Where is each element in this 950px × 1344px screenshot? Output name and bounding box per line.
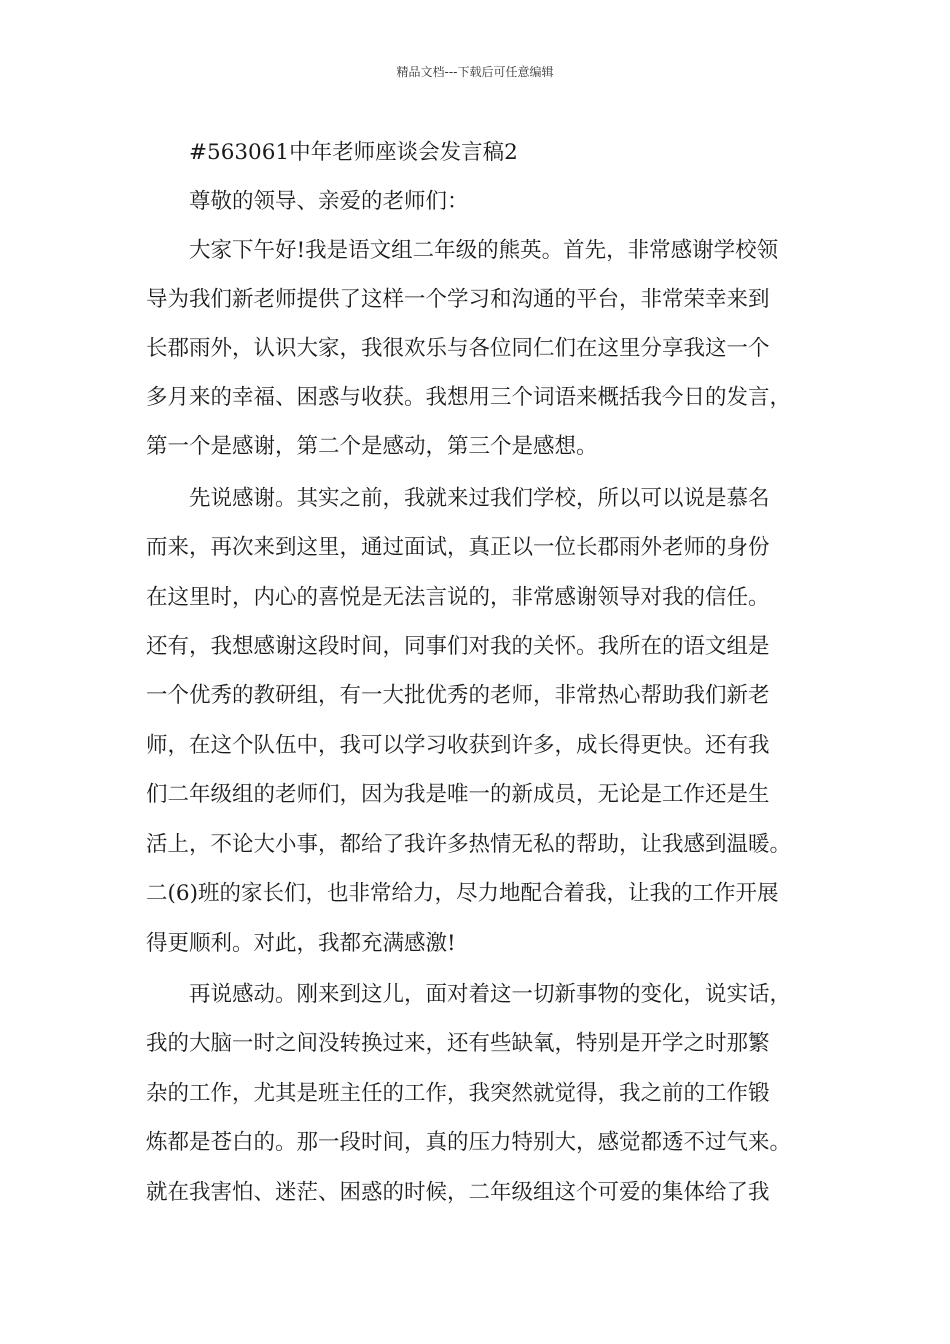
paragraph-line: 们二年级组的老师们，因为我是唯一的新成员，无论是工作还是生: [146, 782, 770, 807]
paragraph-line: 长郡雨外，认识大家，我很欢乐与各位同仁们在这里分享我这一个: [146, 336, 770, 361]
paragraph-line: 杂的工作，尤其是班主任的工作，我突然就觉得，我之前的工作锻: [146, 1081, 770, 1106]
paragraph-line: 在这里时，内心的喜悦是无法言说的，非常感谢领导对我的信任。: [146, 585, 770, 610]
paragraph-line: 炼都是苍白的。那一段时间，真的压力特别大，感觉都透不过气来。: [146, 1130, 792, 1155]
paragraph-line: 而来，再次来到这里，通过面试，真正以一位长郡雨外老师的身份: [146, 535, 770, 560]
paragraph-line: 得更顺利。对此，我都充满感激!: [146, 931, 456, 956]
paragraph-line: 多月来的幸福、困惑与收获。我想用三个词语来概括我今日的发言，: [146, 385, 792, 410]
paragraph-line: 再说感动。刚来到这儿，面对着这一切新事物的变化，说实话，: [189, 982, 792, 1007]
paragraph-line: 我的大脑一时之间没转换过来，还有些缺氧，特别是开学之时那繁: [146, 1031, 770, 1056]
paragraph-line: 二(6)班的家长们，也非常给力，尽力地配合着我，让我的工作开展: [146, 881, 779, 906]
salutation: 尊敬的领导、亲爱的老师们：: [189, 189, 469, 214]
paragraph-line: 先说感谢。其实之前，我就来过我们学校，所以可以说是慕名: [189, 486, 770, 511]
paragraph-line: 导为我们新老师提供了这样一个学习和沟通的平台，非常荣幸来到: [146, 287, 770, 312]
paragraph-line: 还有，我想感谢这段时间，同事们对我的关怀。我所在的语文组是: [146, 634, 770, 659]
paragraph-line: 第一个是感谢，第二个是感动，第三个是感想。: [146, 434, 598, 459]
paragraph-line: 活上，不论大小事，都给了我许多热情无私的帮助，让我感到温暖。: [146, 832, 792, 857]
paragraph-line: 大家下午好!我是语文组二年级的熊英。首先，非常感谢学校领: [189, 238, 779, 263]
paragraph-line: 就在我害怕、迷茫、困惑的时候，二年级组这个可爱的集体给了我: [146, 1180, 770, 1205]
document-title: #563061中年老师座谈会发言稿2: [189, 140, 518, 165]
paragraph-line: 师，在这个队伍中，我可以学习收获到许多，成长得更快。还有我: [146, 733, 770, 758]
page-header: 精品文档---下载后可任意编辑: [396, 65, 554, 79]
paragraph-line: 一个优秀的教研组，有一大批优秀的老师，非常热心帮助我们新老: [146, 683, 770, 708]
